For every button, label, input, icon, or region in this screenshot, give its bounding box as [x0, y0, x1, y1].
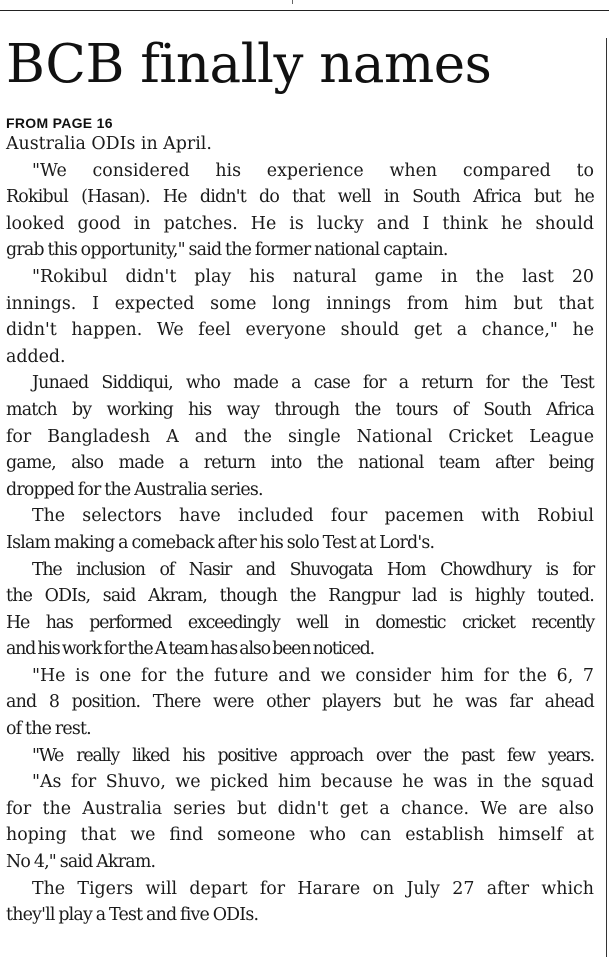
body-line: "We really liked his positive approach over the past few years. [32, 745, 594, 766]
body-line: He has performed exceedingly well in domestic cricket recently [6, 612, 594, 633]
body-line: Australia ODIs in April. [6, 134, 212, 154]
body-line: added. [6, 346, 66, 367]
body-line: "We considered his experience when compared to [32, 160, 594, 181]
body-line: "As for Shuvo, we picked him because he was in the squad [32, 772, 594, 793]
body-line: hoping that we find someone who can establish himself at [6, 825, 594, 846]
article-body [6, 131, 594, 929]
continued-from-label: FROM PAGE 16 [6, 115, 113, 131]
body-line: Rokibul (Hasan). He didn't do that well in South Africa but he [6, 187, 594, 208]
body-line: the ODIs, said Akram, though the Rangpur lad is highly touted. [6, 586, 594, 607]
body-line: "Rokibul didn't play his natural game in the last 20 [32, 266, 594, 287]
body-line: game, also made a return into the national team after being [6, 453, 594, 474]
body-line: Islam making a comeback after his solo Test at Lord's. [6, 532, 435, 553]
headline: BCB finally names [6, 34, 492, 95]
top-rule [0, 10, 609, 11]
body-line: match by working his way through the tours of South Africa [6, 399, 594, 420]
body-line: "He is one for the future and we consider him for the 6, 7 [32, 665, 594, 686]
body-line: looked good in patches. He is lucky and I think he should [6, 213, 594, 234]
body-line: didn't happen. We feel everyone should get a chance," he [6, 320, 594, 341]
body-line: grab this opportunity," said the former national captain. [6, 240, 448, 261]
body-line: they'll play a Test and five ODIs. [6, 905, 259, 926]
body-line: No 4," said Akram. [6, 852, 156, 873]
body-line: innings. I expected some long innings from him but that [6, 293, 594, 314]
body-line: for the Australia series but didn't get a chance. We are also [6, 798, 594, 819]
body-line: for Bangladesh A and the single National Cricket League [6, 426, 594, 447]
body-line: Junaed Siddiqui, who made a case for a return for the Test [32, 373, 594, 394]
body-line: The Tigers will depart for Harare on July 27 after which [32, 878, 594, 899]
body-line: and his work for the A team has also been noticed. [6, 639, 374, 660]
body-line: The selectors have included four pacemen with Robiul [32, 506, 594, 527]
body-line: dropped for the Australia series. [6, 479, 263, 500]
body-line: of the rest. [6, 719, 91, 740]
column-rule [606, 38, 607, 957]
body-line: and 8 position. There were other players but he was far ahead [6, 692, 594, 713]
body-line: The inclusion of Nasir and Shuvogata Hom Chowdhury is for [32, 559, 594, 580]
top-tick-mark [292, 0, 293, 4]
